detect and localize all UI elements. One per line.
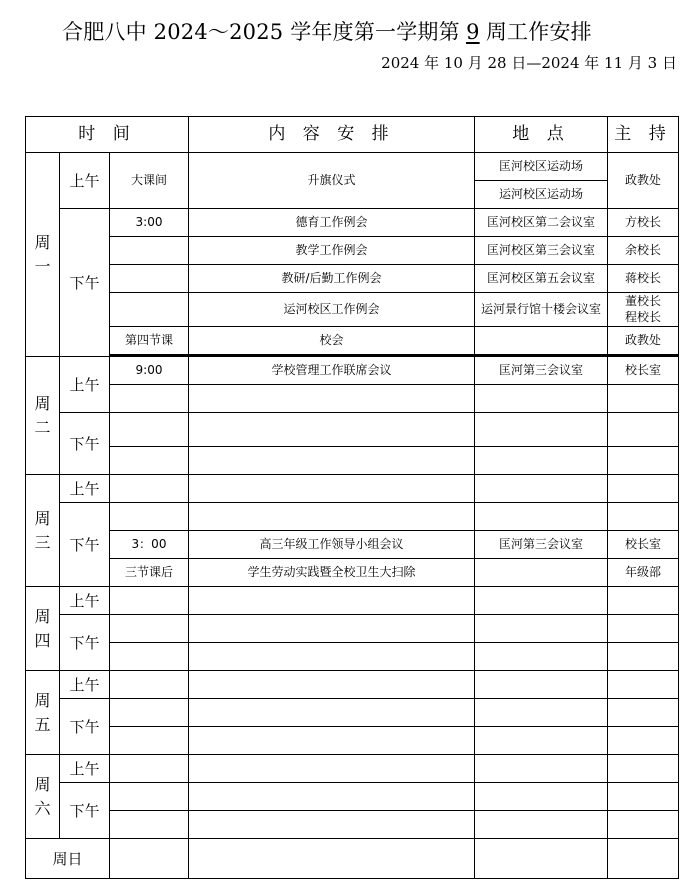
header-time: 时 间 — [26, 117, 189, 153]
schedule-table — [25, 116, 679, 879]
location-cell: 匡河第三会议室 — [475, 531, 608, 559]
location-cell: 匡河校区第二会议室 — [475, 209, 608, 237]
table-row — [26, 385, 679, 413]
table-row — [26, 755, 679, 783]
time-cell — [110, 293, 189, 327]
time-cell: 9:00 — [110, 357, 189, 385]
content-cell: 运河校区工作例会 — [189, 293, 475, 327]
day-label-sat: 周六 — [26, 755, 60, 839]
host-cell: 年级部 — [608, 559, 679, 587]
location-cell — [475, 327, 608, 355]
content-cell: 学校管理工作联席会议 — [189, 357, 475, 385]
period-pm: 下午 — [60, 783, 110, 839]
header-location: 地 点 — [475, 117, 608, 153]
host-cell: 校长室 — [608, 531, 679, 559]
table-row — [26, 643, 679, 671]
title-prefix: 合肥八中 2024～2025 学年度第一学期第 — [62, 20, 460, 44]
day-label-mon: 周一 — [26, 153, 60, 357]
date-range: 2024 年 10 月 28 日—2024 年 11 月 3 日 — [381, 54, 677, 72]
content-cell: 教研/后勤工作例会 — [189, 265, 475, 293]
content-cell: 高三年级工作领导小组会议 — [189, 531, 475, 559]
table-row — [26, 357, 679, 385]
content-cell: 教学工作例会 — [189, 237, 475, 265]
table-row — [26, 447, 679, 475]
location-cell: 匡河校区第五会议室 — [475, 265, 608, 293]
time-cell — [110, 265, 189, 293]
table-row — [26, 237, 679, 265]
table-row — [26, 699, 679, 727]
week-number: 9 — [466, 20, 480, 44]
table-row — [26, 503, 679, 531]
table-row — [26, 531, 679, 559]
period-pm: 下午 — [60, 503, 110, 587]
period-pm: 下午 — [60, 209, 110, 357]
location-cell: 匡河第三会议室 — [475, 357, 608, 385]
host-cell: 蒋校长 — [608, 265, 679, 293]
table-row — [26, 727, 679, 755]
time-cell: 3：00 — [110, 531, 189, 559]
host-cell — [608, 293, 679, 327]
time-cell: 3:00 — [110, 209, 189, 237]
table-row — [26, 839, 679, 879]
table-row — [26, 209, 679, 237]
time-cell: 大课间 — [110, 153, 189, 209]
location-cell: 匡河校区第三会议室 — [475, 237, 608, 265]
period-pm: 下午 — [60, 615, 110, 671]
content-cell: 德育工作例会 — [189, 209, 475, 237]
period-am: 上午 — [60, 671, 110, 699]
content-cell: 学生劳动实践暨全校卫生大扫除 — [189, 559, 475, 587]
table-row — [26, 783, 679, 811]
time-cell: 三节课后 — [110, 559, 189, 587]
host-cell: 方校长 — [608, 209, 679, 237]
host-cell-text: 董校长程校长 — [624, 293, 661, 324]
table-row — [26, 327, 679, 355]
host-cell: 政教处 — [608, 153, 679, 209]
host-cell: 政教处 — [608, 327, 679, 355]
table-row — [26, 413, 679, 447]
day-label-sun: 周日 — [26, 839, 110, 879]
location-cell — [475, 559, 608, 587]
host-cell: 校长室 — [608, 357, 679, 385]
time-cell: 第四节课 — [110, 327, 189, 355]
header-content: 内 容 安 排 — [189, 117, 475, 153]
table-row — [26, 671, 679, 699]
location-cell: 运河校区运动场 — [475, 181, 608, 209]
table-row — [26, 587, 679, 615]
table-row — [26, 293, 679, 327]
day-label-wed: 周三 — [26, 475, 60, 587]
period-pm: 下午 — [60, 413, 110, 475]
host-cell: 余校长 — [608, 237, 679, 265]
day-label-fri: 周五 — [26, 671, 60, 755]
period-am: 上午 — [60, 357, 110, 413]
day-label-thu: 周四 — [26, 587, 60, 671]
period-am: 上午 — [60, 475, 110, 503]
table-row — [26, 153, 679, 181]
table-row — [26, 475, 679, 503]
header-row — [26, 117, 679, 153]
time-cell — [110, 237, 189, 265]
period-pm: 下午 — [60, 699, 110, 755]
table-row — [26, 615, 679, 643]
period-am: 上午 — [60, 755, 110, 783]
location-cell: 匡河校区运动场 — [475, 153, 608, 181]
period-am: 上午 — [60, 587, 110, 615]
day-label-tue: 周二 — [26, 357, 60, 475]
period-am: 上午 — [60, 153, 110, 209]
page-title — [62, 16, 592, 46]
content-cell: 升旗仪式 — [189, 153, 475, 209]
title-suffix: 周工作安排 — [485, 20, 592, 44]
table-row — [26, 811, 679, 839]
table-row — [26, 559, 679, 587]
location-cell: 运河景行馆十楼会议室 — [475, 293, 608, 327]
header-host: 主 持 — [608, 117, 679, 153]
content-cell: 校会 — [189, 327, 475, 355]
table-row — [26, 265, 679, 293]
